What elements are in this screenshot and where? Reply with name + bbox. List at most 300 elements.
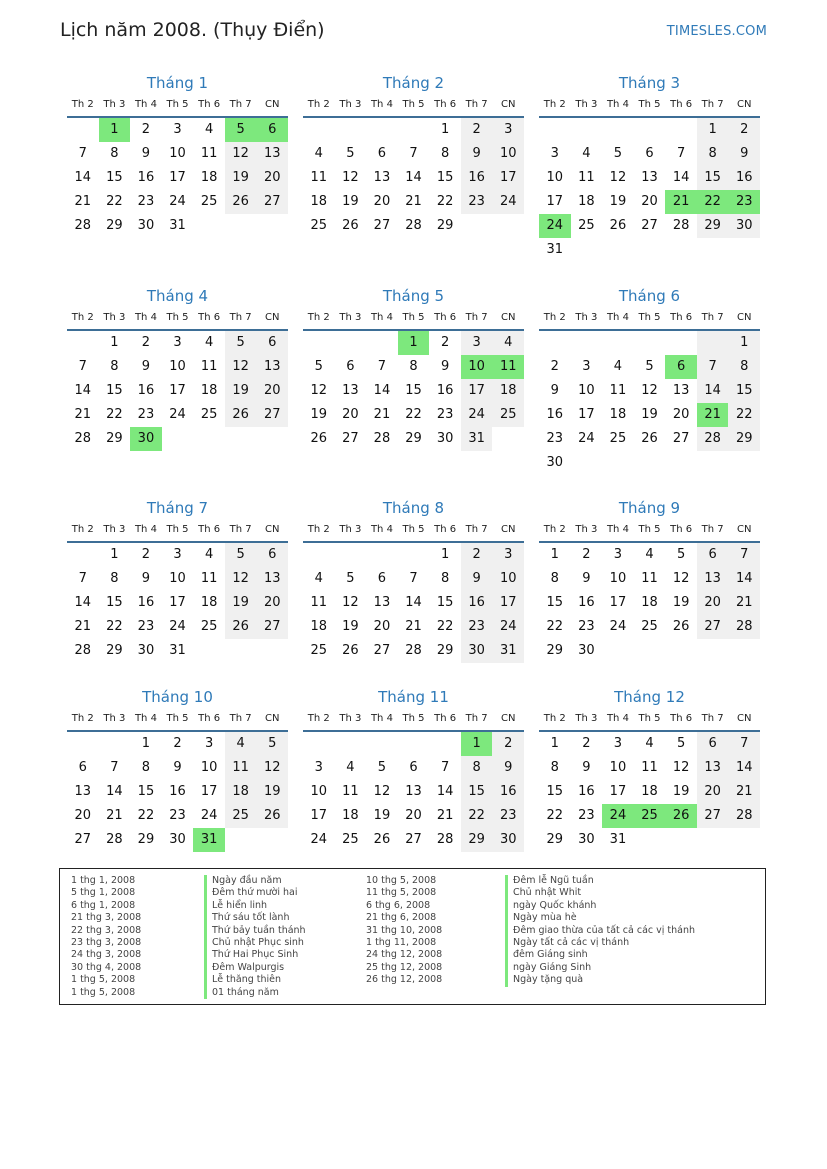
day-cell[interactable]: 26 — [342, 218, 359, 233]
day-cell[interactable]: 6 — [256, 543, 288, 567]
day-cell[interactable]: 26 — [665, 804, 697, 828]
day-cell[interactable]: 2 — [582, 547, 591, 562]
day-cell[interactable]: 5 — [225, 543, 257, 567]
day-cell[interactable]: 6 — [377, 571, 387, 586]
day-cell[interactable]: 14 — [74, 383, 92, 398]
day-cell[interactable]: 26 — [672, 619, 690, 634]
day-cell[interactable]: 15 — [106, 383, 123, 398]
day-cell[interactable]: 20 — [256, 591, 288, 615]
day-cell[interactable]: 12 — [225, 567, 257, 591]
day-cell[interactable]: 14 — [405, 170, 422, 185]
day-cell[interactable]: 4 — [204, 122, 214, 137]
day-cell[interactable]: 15 — [728, 379, 760, 403]
day-cell[interactable]: 28 — [74, 431, 92, 446]
day-cell[interactable]: 8 — [550, 571, 559, 586]
day-cell[interactable]: 28 — [728, 615, 760, 639]
day-cell[interactable]: 15 — [436, 595, 454, 610]
day-cell[interactable]: 7 — [409, 571, 418, 586]
day-cell[interactable]: 13 — [697, 756, 729, 780]
day-cell[interactable]: 24 — [310, 832, 328, 847]
day-cell[interactable]: 20 — [256, 166, 288, 190]
day-cell[interactable]: 16 — [492, 780, 524, 804]
day-cell[interactable]: 15 — [405, 383, 422, 398]
day-cell[interactable]: 10 — [546, 170, 564, 185]
day-cell[interactable]: 30 — [492, 828, 524, 852]
day-cell[interactable]: 7 — [728, 543, 760, 567]
day-cell[interactable]: 29 — [546, 643, 564, 658]
day-cell[interactable]: 25 — [200, 407, 218, 422]
day-cell[interactable]: 24 — [461, 403, 493, 427]
day-cell[interactable]: 19 — [225, 166, 257, 190]
day-cell[interactable]: 12 — [609, 170, 627, 185]
day-cell[interactable]: 29 — [436, 218, 454, 233]
day-cell[interactable]: 11 — [225, 756, 257, 780]
day-cell[interactable]: 22 — [697, 190, 729, 214]
day-cell[interactable]: 6 — [645, 146, 654, 161]
day-cell[interactable]: 13 — [405, 784, 422, 799]
day-cell[interactable]: 7 — [440, 760, 450, 775]
day-cell[interactable]: 7 — [409, 146, 418, 161]
day-cell[interactable]: 24 — [578, 431, 595, 446]
day-cell[interactable]: 4 — [204, 335, 214, 350]
day-cell[interactable]: 17 — [492, 591, 524, 615]
day-cell[interactable]: 2 — [141, 122, 151, 137]
day-cell[interactable]: 24 — [200, 808, 218, 823]
day-cell[interactable]: 19 — [342, 619, 359, 634]
day-cell[interactable]: 30 — [436, 431, 454, 446]
day-cell[interactable]: 1 — [110, 335, 119, 350]
day-cell[interactable]: 12 — [225, 355, 257, 379]
day-cell[interactable]: 3 — [314, 760, 323, 775]
day-cell[interactable]: 31 — [193, 828, 225, 852]
day-cell[interactable]: 12 — [672, 571, 690, 586]
day-cell[interactable]: 18 — [225, 780, 257, 804]
day-cell[interactable]: 13 — [342, 383, 359, 398]
day-cell[interactable]: 25 — [225, 804, 257, 828]
day-cell[interactable]: 2 — [440, 335, 450, 350]
day-cell[interactable]: 9 — [440, 359, 450, 374]
day-cell[interactable]: 14 — [672, 170, 690, 185]
day-cell[interactable]: 24 — [492, 190, 524, 214]
day-cell[interactable]: 28 — [405, 218, 422, 233]
day-cell[interactable]: 29 — [546, 832, 564, 847]
day-cell[interactable]: 22 — [137, 808, 155, 823]
day-cell[interactable]: 21 — [697, 403, 729, 427]
day-cell[interactable]: 18 — [310, 619, 328, 634]
day-cell[interactable]: 20 — [342, 407, 359, 422]
day-cell[interactable]: 19 — [225, 379, 257, 403]
day-cell[interactable]: 19 — [641, 407, 658, 422]
day-cell[interactable]: 17 — [200, 784, 218, 799]
day-cell[interactable]: 30 — [169, 832, 186, 847]
day-cell[interactable]: 17 — [461, 379, 493, 403]
day-cell[interactable]: 3 — [492, 118, 524, 142]
day-cell[interactable]: 27 — [672, 431, 690, 446]
day-cell[interactable]: 19 — [609, 194, 627, 209]
day-cell[interactable]: 1 — [697, 118, 729, 142]
day-cell[interactable]: 12 — [672, 760, 690, 775]
day-cell[interactable]: 7 — [78, 571, 87, 586]
day-cell[interactable]: 6 — [697, 543, 729, 567]
day-cell[interactable]: 25 — [342, 832, 359, 847]
day-cell[interactable]: 13 — [74, 784, 92, 799]
day-cell[interactable]: 27 — [256, 403, 288, 427]
day-cell[interactable]: 23 — [137, 194, 155, 209]
day-cell[interactable]: 19 — [310, 407, 328, 422]
day-cell[interactable]: 9 — [728, 142, 760, 166]
day-cell[interactable]: 25 — [609, 431, 627, 446]
day-cell[interactable]: 10 — [169, 571, 186, 586]
day-cell[interactable]: 1 — [440, 122, 450, 137]
day-cell[interactable]: 19 — [225, 591, 257, 615]
day-cell[interactable]: 27 — [373, 643, 391, 658]
day-cell[interactable]: 28 — [436, 832, 454, 847]
day-cell[interactable]: 23 — [137, 407, 155, 422]
day-cell[interactable]: 21 — [665, 190, 697, 214]
day-cell[interactable]: 20 — [373, 619, 391, 634]
day-cell[interactable]: 12 — [342, 170, 359, 185]
day-cell[interactable]: 13 — [256, 567, 288, 591]
day-cell[interactable]: 3 — [173, 335, 182, 350]
day-cell[interactable]: 22 — [405, 407, 422, 422]
day-cell[interactable]: 27 — [256, 615, 288, 639]
day-cell[interactable]: 31 — [461, 427, 493, 451]
brand-link[interactable]: TIMESLES.COM — [666, 24, 767, 39]
day-cell[interactable]: 16 — [578, 784, 595, 799]
day-cell[interactable]: 4 — [582, 146, 591, 161]
day-cell[interactable]: 17 — [609, 784, 627, 799]
day-cell[interactable]: 21 — [436, 808, 454, 823]
day-cell[interactable]: 21 — [74, 407, 92, 422]
day-cell[interactable]: 4 — [346, 760, 355, 775]
day-cell[interactable]: 10 — [609, 571, 627, 586]
day-cell[interactable]: 21 — [74, 619, 92, 634]
day-cell[interactable]: 16 — [137, 170, 155, 185]
day-cell[interactable]: 16 — [546, 407, 564, 422]
day-cell[interactable]: 6 — [346, 359, 355, 374]
day-cell[interactable]: 2 — [461, 118, 493, 142]
day-cell[interactable]: 2 — [728, 118, 760, 142]
day-cell[interactable]: 15 — [697, 166, 729, 190]
day-cell[interactable]: 9 — [582, 571, 591, 586]
day-cell[interactable]: 12 — [641, 383, 658, 398]
day-cell[interactable]: 9 — [461, 567, 493, 591]
day-cell[interactable]: 29 — [436, 643, 454, 658]
day-cell[interactable]: 22 — [728, 403, 760, 427]
day-cell[interactable]: 9 — [173, 760, 182, 775]
day-cell[interactable]: 12 — [342, 595, 359, 610]
day-cell[interactable]: 8 — [141, 760, 151, 775]
day-cell[interactable]: 5 — [676, 547, 686, 562]
day-cell[interactable]: 31 — [609, 832, 627, 847]
day-cell[interactable]: 17 — [169, 595, 186, 610]
day-cell[interactable]: 19 — [672, 784, 690, 799]
day-cell[interactable]: 8 — [440, 146, 450, 161]
day-cell[interactable]: 5 — [256, 732, 288, 756]
day-cell[interactable]: 20 — [256, 379, 288, 403]
day-cell[interactable]: 13 — [641, 170, 658, 185]
day-cell[interactable]: 15 — [137, 784, 155, 799]
day-cell[interactable]: 6 — [409, 760, 418, 775]
day-cell[interactable]: 27 — [342, 431, 359, 446]
day-cell[interactable]: 7 — [110, 760, 119, 775]
day-cell[interactable]: 4 — [492, 331, 524, 355]
day-cell[interactable]: 17 — [578, 407, 595, 422]
day-cell[interactable]: 9 — [141, 146, 151, 161]
day-cell[interactable]: 23 — [436, 407, 454, 422]
day-cell[interactable]: 3 — [461, 331, 493, 355]
day-cell[interactable]: 5 — [225, 118, 257, 142]
day-cell[interactable]: 10 — [492, 142, 524, 166]
day-cell[interactable]: 11 — [578, 170, 595, 185]
day-cell[interactable]: 3 — [173, 122, 182, 137]
day-cell[interactable]: 10 — [492, 567, 524, 591]
day-cell[interactable]: 3 — [582, 359, 591, 374]
day-cell[interactable]: 13 — [697, 567, 729, 591]
day-cell[interactable]: 9 — [141, 359, 151, 374]
day-cell[interactable]: 3 — [613, 547, 623, 562]
day-cell[interactable]: 2 — [492, 732, 524, 756]
day-cell[interactable]: 17 — [169, 170, 186, 185]
day-cell[interactable]: 21 — [373, 407, 391, 422]
day-cell[interactable]: 25 — [492, 403, 524, 427]
day-cell[interactable]: 9 — [461, 142, 493, 166]
day-cell[interactable]: 1 — [110, 547, 119, 562]
day-cell[interactable]: 30 — [137, 643, 155, 658]
day-cell[interactable]: 15 — [106, 170, 123, 185]
day-cell[interactable]: 13 — [373, 595, 391, 610]
day-cell[interactable]: 3 — [550, 146, 559, 161]
day-cell[interactable]: 1 — [461, 732, 493, 756]
day-cell[interactable]: 11 — [641, 760, 658, 775]
day-cell[interactable]: 18 — [200, 595, 218, 610]
day-cell[interactable]: 30 — [578, 832, 595, 847]
day-cell[interactable]: 12 — [310, 383, 328, 398]
day-cell[interactable]: 17 — [492, 166, 524, 190]
day-cell[interactable]: 10 — [578, 383, 595, 398]
day-cell[interactable]: 14 — [728, 756, 760, 780]
day-cell[interactable]: 31 — [169, 643, 186, 658]
day-cell[interactable]: 4 — [645, 736, 654, 751]
day-cell[interactable]: 18 — [609, 407, 627, 422]
day-cell[interactable]: 1 — [398, 331, 430, 355]
day-cell[interactable]: 20 — [405, 808, 422, 823]
day-cell[interactable]: 28 — [672, 218, 690, 233]
day-cell[interactable]: 28 — [373, 431, 391, 446]
day-cell[interactable]: 23 — [578, 808, 595, 823]
day-cell[interactable]: 23 — [461, 190, 493, 214]
day-cell[interactable]: 27 — [641, 218, 658, 233]
day-cell[interactable]: 5 — [346, 571, 355, 586]
day-cell[interactable]: 24 — [169, 194, 186, 209]
day-cell[interactable]: 16 — [137, 595, 155, 610]
day-cell[interactable]: 4 — [613, 359, 623, 374]
day-cell[interactable]: 6 — [697, 732, 729, 756]
day-cell[interactable]: 1 — [550, 736, 559, 751]
day-cell[interactable]: 8 — [440, 571, 450, 586]
day-cell[interactable]: 10 — [169, 146, 186, 161]
day-cell[interactable]: 10 — [461, 355, 493, 379]
day-cell[interactable]: 25 — [641, 619, 658, 634]
day-cell[interactable]: 24 — [539, 214, 571, 238]
day-cell[interactable]: 13 — [672, 383, 690, 398]
day-cell[interactable]: 29 — [697, 214, 729, 238]
day-cell[interactable]: 9 — [550, 383, 559, 398]
day-cell[interactable]: 11 — [310, 170, 328, 185]
day-cell[interactable]: 2 — [550, 359, 559, 374]
day-cell[interactable]: 23 — [137, 619, 155, 634]
day-cell[interactable]: 2 — [173, 736, 182, 751]
day-cell[interactable]: 13 — [256, 355, 288, 379]
day-cell[interactable]: 26 — [609, 218, 627, 233]
day-cell[interactable]: 22 — [106, 407, 123, 422]
day-cell[interactable]: 8 — [110, 359, 119, 374]
day-cell[interactable]: 26 — [641, 431, 658, 446]
day-cell[interactable]: 30 — [578, 643, 595, 658]
day-cell[interactable]: 2 — [461, 543, 493, 567]
day-cell[interactable]: 24 — [602, 804, 634, 828]
day-cell[interactable]: 5 — [377, 760, 387, 775]
day-cell[interactable]: 10 — [200, 760, 218, 775]
day-cell[interactable]: 11 — [200, 146, 218, 161]
day-cell[interactable]: 29 — [728, 427, 760, 451]
day-cell[interactable]: 5 — [645, 359, 654, 374]
day-cell[interactable]: 26 — [225, 615, 257, 639]
day-cell[interactable]: 19 — [373, 808, 391, 823]
day-cell[interactable]: 11 — [342, 784, 359, 799]
day-cell[interactable]: 26 — [310, 431, 328, 446]
day-cell[interactable]: 23 — [728, 190, 760, 214]
day-cell[interactable]: 28 — [74, 643, 92, 658]
day-cell[interactable]: 17 — [546, 194, 564, 209]
day-cell[interactable]: 28 — [405, 643, 422, 658]
day-cell[interactable]: 23 — [169, 808, 186, 823]
day-cell[interactable]: 18 — [641, 784, 658, 799]
day-cell[interactable]: 6 — [256, 118, 288, 142]
day-cell[interactable]: 6 — [256, 331, 288, 355]
day-cell[interactable]: 31 — [546, 242, 564, 257]
day-cell[interactable]: 14 — [436, 784, 454, 799]
day-cell[interactable]: 6 — [665, 355, 697, 379]
day-cell[interactable]: 18 — [310, 194, 328, 209]
day-cell[interactable]: 27 — [373, 218, 391, 233]
day-cell[interactable]: 23 — [461, 615, 493, 639]
day-cell[interactable]: 1 — [440, 547, 450, 562]
day-cell[interactable]: 29 — [461, 828, 493, 852]
day-cell[interactable]: 1 — [550, 547, 559, 562]
day-cell[interactable]: 1 — [99, 118, 131, 142]
day-cell[interactable]: 24 — [169, 407, 186, 422]
day-cell[interactable]: 23 — [546, 431, 564, 446]
day-cell[interactable]: 8 — [110, 571, 119, 586]
day-cell[interactable]: 29 — [106, 431, 123, 446]
day-cell[interactable]: 11 — [492, 355, 524, 379]
day-cell[interactable]: 27 — [74, 832, 92, 847]
day-cell[interactable]: 17 — [609, 595, 627, 610]
day-cell[interactable]: 25 — [578, 218, 595, 233]
day-cell[interactable]: 1 — [141, 736, 151, 751]
day-cell[interactable]: 8 — [550, 760, 559, 775]
day-cell[interactable]: 28 — [74, 218, 92, 233]
day-cell[interactable]: 20 — [641, 194, 658, 209]
day-cell[interactable]: 22 — [546, 619, 564, 634]
day-cell[interactable]: 11 — [200, 571, 218, 586]
day-cell[interactable]: 14 — [74, 595, 92, 610]
day-cell[interactable]: 22 — [106, 194, 123, 209]
day-cell[interactable]: 10 — [310, 784, 328, 799]
day-cell[interactable]: 16 — [461, 591, 493, 615]
day-cell[interactable]: 22 — [436, 194, 454, 209]
day-cell[interactable]: 18 — [200, 170, 218, 185]
day-cell[interactable]: 30 — [546, 455, 564, 470]
day-cell[interactable]: 11 — [200, 359, 218, 374]
day-cell[interactable]: 14 — [697, 379, 729, 403]
day-cell[interactable]: 18 — [578, 194, 595, 209]
day-cell[interactable]: 28 — [728, 804, 760, 828]
day-cell[interactable]: 2 — [141, 547, 151, 562]
day-cell[interactable]: 22 — [461, 804, 493, 828]
day-cell[interactable]: 19 — [256, 780, 288, 804]
day-cell[interactable]: 17 — [310, 808, 328, 823]
day-cell[interactable]: 15 — [106, 595, 123, 610]
day-cell[interactable]: 30 — [137, 218, 155, 233]
day-cell[interactable]: 25 — [200, 194, 218, 209]
day-cell[interactable]: 27 — [256, 190, 288, 214]
day-cell[interactable]: 15 — [546, 595, 564, 610]
day-cell[interactable]: 22 — [436, 619, 454, 634]
day-cell[interactable]: 25 — [310, 643, 328, 658]
day-cell[interactable]: 19 — [672, 595, 690, 610]
day-cell[interactable]: 16 — [728, 166, 760, 190]
day-cell[interactable]: 12 — [256, 756, 288, 780]
day-cell[interactable]: 1 — [728, 331, 760, 355]
day-cell[interactable]: 8 — [110, 146, 119, 161]
day-cell[interactable]: 3 — [173, 547, 182, 562]
day-cell[interactable]: 14 — [728, 567, 760, 591]
day-cell[interactable]: 22 — [546, 808, 564, 823]
day-cell[interactable]: 11 — [609, 383, 627, 398]
day-cell[interactable]: 20 — [672, 407, 690, 422]
day-cell[interactable]: 15 — [546, 784, 564, 799]
day-cell[interactable]: 13 — [256, 142, 288, 166]
day-cell[interactable]: 18 — [492, 379, 524, 403]
day-cell[interactable]: 11 — [310, 595, 328, 610]
day-cell[interactable]: 31 — [169, 218, 186, 233]
day-cell[interactable]: 21 — [405, 194, 422, 209]
day-cell[interactable]: 31 — [492, 639, 524, 663]
day-cell[interactable]: 16 — [461, 166, 493, 190]
day-cell[interactable]: 29 — [106, 643, 123, 658]
day-cell[interactable]: 26 — [225, 403, 257, 427]
day-cell[interactable]: 24 — [609, 619, 627, 634]
day-cell[interactable]: 6 — [78, 760, 87, 775]
day-cell[interactable]: 13 — [373, 170, 391, 185]
day-cell[interactable]: 23 — [492, 804, 524, 828]
day-cell[interactable]: 9 — [492, 756, 524, 780]
day-cell[interactable]: 23 — [578, 619, 595, 634]
day-cell[interactable]: 15 — [461, 780, 493, 804]
day-cell[interactable]: 9 — [582, 760, 591, 775]
day-cell[interactable]: 19 — [342, 194, 359, 209]
day-cell[interactable]: 24 — [492, 615, 524, 639]
day-cell[interactable]: 27 — [697, 804, 729, 828]
day-cell[interactable]: 3 — [613, 736, 623, 751]
day-cell[interactable]: 12 — [225, 142, 257, 166]
day-cell[interactable]: 27 — [405, 832, 422, 847]
day-cell[interactable]: 4 — [314, 146, 323, 161]
day-cell[interactable]: 16 — [137, 383, 155, 398]
day-cell[interactable]: 24 — [169, 619, 186, 634]
